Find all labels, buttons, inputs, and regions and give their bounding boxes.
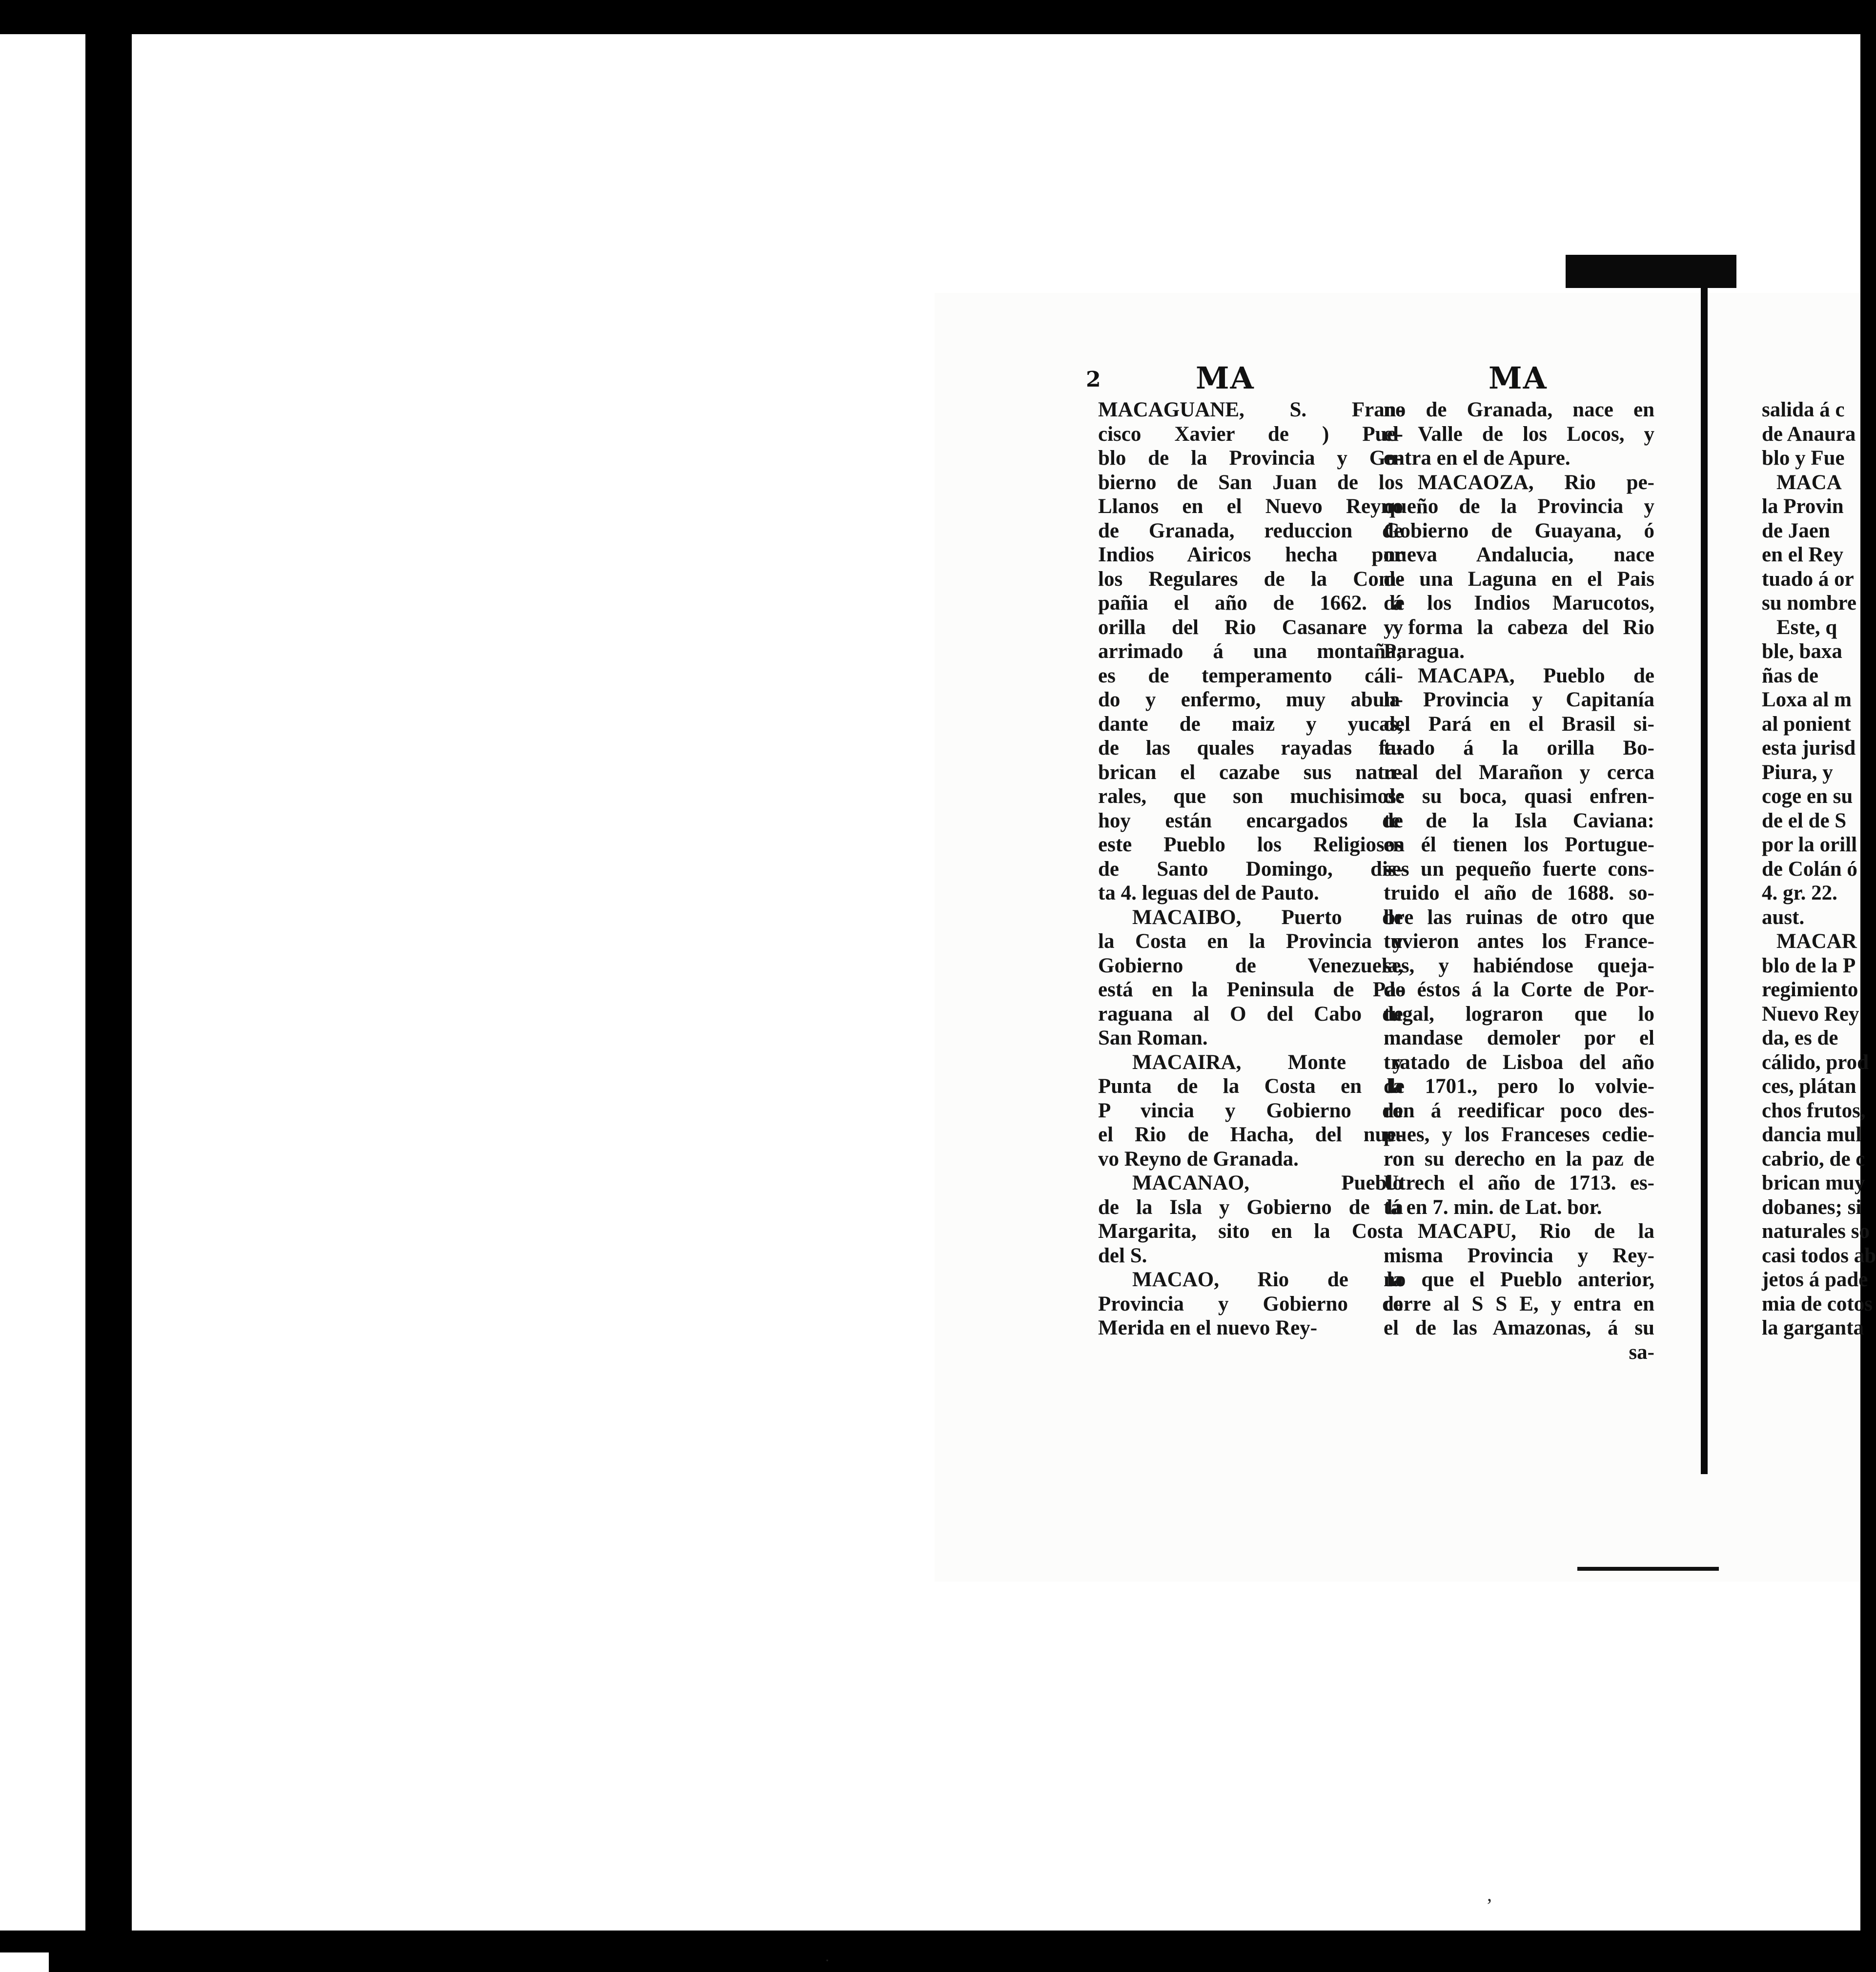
text-line: queño de la Provincia y bbox=[1384, 495, 1654, 518]
text-line: la Provincia y Capitanía bbox=[1384, 688, 1654, 711]
text-line: de los Indios Marucotos, bbox=[1384, 592, 1654, 615]
text-line: real del Marañon y cerca bbox=[1384, 760, 1654, 784]
text-line: esta jurisd bbox=[1762, 737, 1856, 760]
text-line: Este, q bbox=[1776, 616, 1837, 639]
gutter-foot bbox=[1577, 1567, 1719, 1571]
scan-speck: · bbox=[825, 1952, 830, 1969]
text-line: en él tienen los Portugue- bbox=[1384, 833, 1654, 856]
text-line: no de Granada, nace en bbox=[1384, 398, 1654, 421]
text-line: P vincia y Gobierno de bbox=[1098, 1099, 1403, 1122]
text-line: ses, y habiéndose queja- bbox=[1384, 954, 1654, 977]
text-line: MACAO, Rio de la bbox=[1132, 1268, 1403, 1291]
adjacent-page-strip bbox=[0, 34, 85, 1931]
text-line: tratado de Lisboa del año bbox=[1384, 1050, 1654, 1074]
text-line: raguana al O del Cabo de bbox=[1098, 1002, 1403, 1026]
text-line: cálido, prod bbox=[1762, 1050, 1869, 1074]
text-line: entra en el de Apure. bbox=[1384, 447, 1570, 470]
text-line: chos frutos, bbox=[1762, 1099, 1866, 1122]
text-line: Loxa al m bbox=[1762, 688, 1852, 711]
text-line: Gobierno de Guayana, ó bbox=[1384, 519, 1654, 542]
text-line: de Colán ó bbox=[1762, 857, 1857, 881]
text-line: blo y Fue bbox=[1762, 447, 1845, 470]
text-line: de Granada, reduccion de bbox=[1098, 519, 1403, 542]
text-line: tuado á or bbox=[1762, 567, 1854, 591]
text-line: coge en su bbox=[1762, 785, 1853, 808]
text-line: tugal, lograron que lo bbox=[1384, 1002, 1654, 1026]
text-line: nueva Andalucia, nace bbox=[1384, 543, 1654, 566]
text-line: dante de maiz y yucas, bbox=[1098, 712, 1403, 736]
text-line: orilla del Rio Casanare y bbox=[1098, 616, 1403, 639]
text-line: Piura, y bbox=[1762, 760, 1833, 784]
text-line: del S. bbox=[1098, 1244, 1147, 1267]
text-line: arrimado á una montaña; bbox=[1098, 640, 1403, 663]
text-line: no que el Pueblo anterior, bbox=[1384, 1268, 1654, 1291]
text-line: la Provin bbox=[1762, 495, 1844, 518]
text-line: ron á reedificar poco des- bbox=[1384, 1099, 1654, 1122]
text-line: mia de cotos bbox=[1762, 1292, 1873, 1315]
text-line: Llanos en el Nuevo Reyno bbox=[1098, 495, 1403, 518]
text-line: vo Reyno de Granada. bbox=[1098, 1147, 1299, 1171]
text-line: salida á c bbox=[1762, 398, 1845, 421]
text-line: Provincia y Gobierno de bbox=[1098, 1292, 1403, 1315]
text-line: ta 4. leguas del de Pauto. bbox=[1098, 882, 1319, 904]
text-line: este Pueblo los Religiosos bbox=[1098, 833, 1403, 856]
bottom-margin-fragment bbox=[0, 1952, 49, 1972]
text-line: mandase demoler por el bbox=[1384, 1027, 1654, 1049]
text-line: 4. gr. 22. bbox=[1762, 882, 1837, 904]
text-line: Punta de la Costa en la bbox=[1098, 1075, 1403, 1098]
text-line: la Costa en la Provincia y bbox=[1098, 930, 1403, 953]
text-line: MACAIRA, Monte y bbox=[1132, 1050, 1403, 1074]
text-line: Paragua. bbox=[1384, 640, 1465, 663]
text-line: MACAPA, Pueblo de bbox=[1418, 664, 1654, 687]
text-line: casi todos ab bbox=[1762, 1244, 1876, 1267]
text-line: la garganta bbox=[1762, 1316, 1864, 1339]
running-head-right: MA bbox=[1489, 360, 1548, 396]
text-line: en el Rey bbox=[1762, 543, 1844, 566]
text-line: los Regulares de la Com- bbox=[1098, 567, 1403, 591]
text-line: MACAIBO, Puerto de bbox=[1132, 905, 1403, 929]
text-line: pues, y los Franceses cedie- bbox=[1384, 1123, 1654, 1146]
text-line: de Jaen bbox=[1762, 519, 1830, 542]
text-line: y forma la cabeza del Rio bbox=[1384, 616, 1654, 639]
text-line: de Anaura bbox=[1762, 422, 1856, 446]
text-line: de el de S bbox=[1762, 809, 1847, 832]
text-line: ron su derecho en la paz de bbox=[1384, 1147, 1654, 1171]
running-head-left: MA bbox=[1196, 360, 1255, 396]
text-line: dobanes; si bbox=[1762, 1195, 1862, 1219]
text-line: rales, que son muchisimos: bbox=[1098, 785, 1403, 808]
text-line: ses un pequeño fuerte cons- bbox=[1384, 857, 1654, 881]
text-line: do éstos á la Corte de Por- bbox=[1384, 978, 1654, 1001]
text-line: naturales so bbox=[1762, 1220, 1870, 1243]
text-column-middle bbox=[1384, 398, 1654, 1364]
text-line: tá en 7. min. de Lat. bor. bbox=[1384, 1195, 1602, 1219]
text-line: el de las Amazonas, á su bbox=[1384, 1316, 1654, 1339]
text-line: regimiento bbox=[1762, 978, 1858, 1001]
text-column-right-cut bbox=[1762, 398, 1876, 1340]
text-line: el Valle de los Locos, y bbox=[1384, 422, 1654, 446]
text-line: dancia mul bbox=[1762, 1123, 1862, 1146]
page-number: 2 bbox=[1086, 367, 1101, 392]
binding-clip bbox=[1566, 255, 1736, 288]
text-line: brican el cazabe sus natu- bbox=[1098, 760, 1403, 784]
text-line: de una Laguna en el Pais bbox=[1384, 567, 1654, 591]
text-line: tuado á la orilla Bo- bbox=[1384, 737, 1654, 760]
text-line: Merida en el nuevo Rey- bbox=[1098, 1316, 1318, 1339]
text-line: MACA bbox=[1776, 471, 1842, 494]
text-line: ñas de bbox=[1762, 664, 1818, 687]
text-line: Nuevo Rey bbox=[1762, 1002, 1859, 1026]
text-line: jetos á pade bbox=[1762, 1268, 1868, 1291]
text-line: cisco Xavier de ) Pue- bbox=[1098, 422, 1403, 446]
text-line: blo de la Provincia y Go- bbox=[1098, 447, 1403, 470]
text-line: cabrio, de c bbox=[1762, 1147, 1865, 1171]
text-line: blo de la P bbox=[1762, 954, 1856, 977]
text-line: do y enfermo, muy abun- bbox=[1098, 688, 1403, 711]
text-line: de la Isla y Gobierno de la bbox=[1098, 1195, 1403, 1219]
gutter-shadow bbox=[1701, 288, 1708, 1474]
text-line: brican muy bbox=[1762, 1171, 1865, 1194]
text-column-left bbox=[1098, 398, 1403, 1340]
text-line: por la orill bbox=[1762, 833, 1857, 856]
text-line: está en la Peninsula de Pa- bbox=[1098, 978, 1403, 1001]
text-line: San Roman. bbox=[1098, 1027, 1208, 1049]
text-line: es de temperamento cáli- bbox=[1098, 664, 1403, 687]
text-line: hoy están encargados de bbox=[1098, 809, 1403, 832]
text-line: de las quales rayadas fa- bbox=[1098, 737, 1403, 760]
text-line: Gobierno de Venezuela, bbox=[1098, 954, 1403, 977]
text-line: corre al S S E, y entra en bbox=[1384, 1292, 1654, 1315]
text-line: su nombre bbox=[1762, 592, 1856, 615]
text-line: de Santo Domingo, dis- bbox=[1098, 857, 1403, 881]
text-line: el Rio de Hacha, del nue- bbox=[1098, 1123, 1403, 1146]
text-line: MACAGUANE, S. Fran- bbox=[1098, 398, 1403, 421]
text-line: del Pará en el Brasil si- bbox=[1384, 712, 1654, 736]
text-line: tuvieron antes los France- bbox=[1384, 930, 1654, 953]
text-line: aust. bbox=[1762, 905, 1805, 929]
text-line: ces, plátan bbox=[1762, 1075, 1856, 1098]
text-line: te de la Isla Caviana: bbox=[1384, 809, 1654, 832]
text-line: Margarita, sito en la Costa bbox=[1098, 1220, 1403, 1243]
text-line: MACANAO, Pueblo bbox=[1132, 1171, 1403, 1194]
text-line: MACAPU, Rio de la bbox=[1418, 1220, 1654, 1243]
text-line: Indios Airicos hecha por bbox=[1098, 543, 1403, 566]
text-line: bierno de San Juan de los bbox=[1098, 471, 1403, 494]
text-line: da, es de bbox=[1762, 1027, 1838, 1049]
text-line: de 1701., pero lo volvie- bbox=[1384, 1075, 1654, 1098]
scan-speck: ’ bbox=[1486, 1894, 1493, 1916]
text-line: al ponient bbox=[1762, 712, 1851, 736]
text-line: MACAR bbox=[1776, 930, 1857, 953]
text-line: truido el año de 1688. so- bbox=[1384, 882, 1654, 904]
text-line: de su boca, quasi enfren- bbox=[1384, 785, 1654, 808]
text-line: misma Provincia y Rey- bbox=[1384, 1244, 1654, 1267]
text-line: Utrech el año de 1713. es- bbox=[1384, 1171, 1654, 1194]
text-line: pañia el año de 1662. á bbox=[1098, 592, 1403, 615]
text-line: sa- bbox=[1629, 1340, 1654, 1364]
text-line: ble, baxa bbox=[1762, 640, 1842, 663]
text-line: bre las ruinas de otro que bbox=[1384, 905, 1654, 929]
text-line: MACAOZA, Rio pe- bbox=[1418, 471, 1654, 494]
